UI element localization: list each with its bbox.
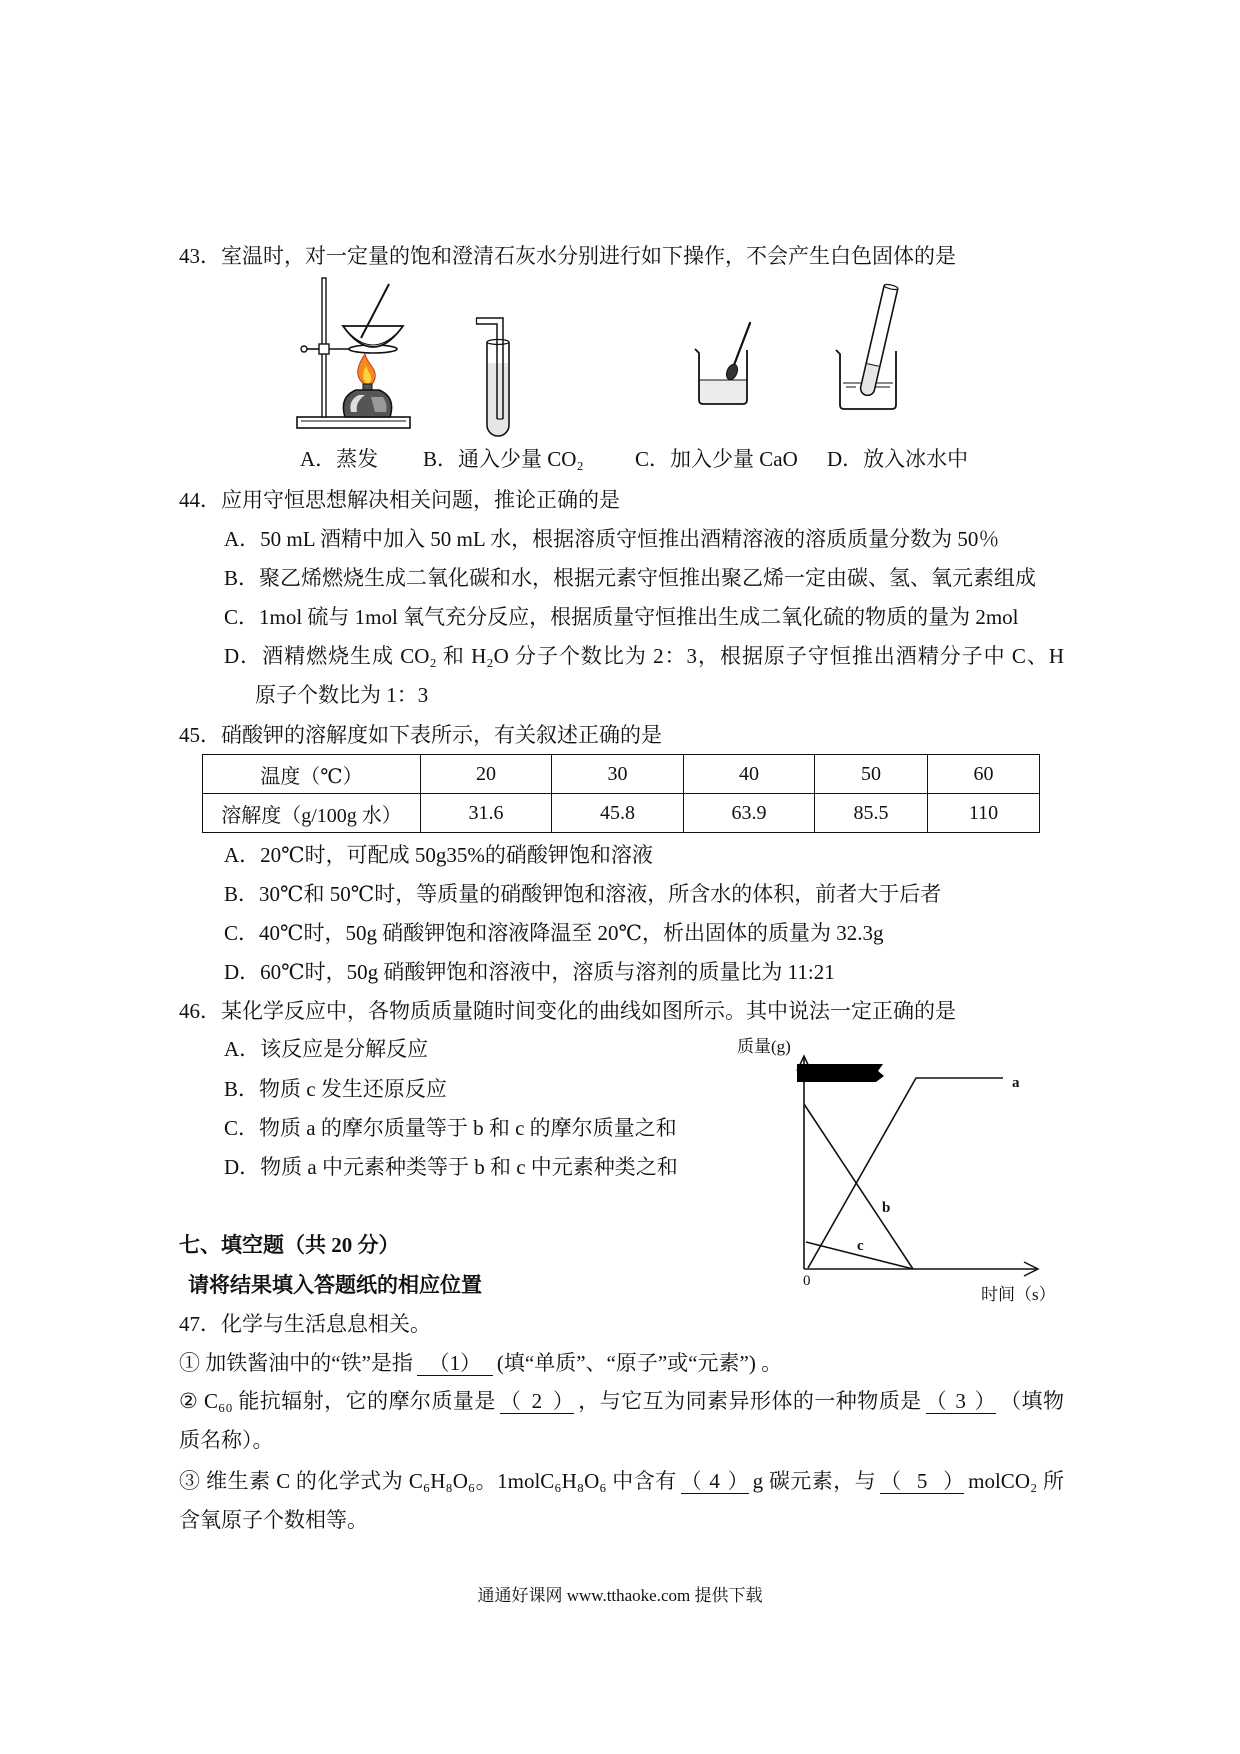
table-cell: 60	[928, 755, 1040, 794]
q43-option-a: A．蒸发	[300, 447, 379, 471]
q44-option-a: A．50 mL 酒精中加入 50 mL 水，根据溶质守恒推出酒精溶液的溶质质量分数为 50％	[224, 527, 1000, 551]
table-row	[203, 794, 1040, 833]
curve-a	[808, 1078, 1003, 1268]
table-row-header-solubility: 溶解度（g/100g 水）	[203, 794, 421, 833]
y-axis-label: 质量(g)	[737, 1037, 791, 1056]
table-cell: 63.9	[684, 794, 815, 833]
q45-stem: 45．硝酸钾的溶解度如下表所示，有关叙述正确的是	[179, 723, 662, 747]
q43-option-c: C．加入少量 CaO	[635, 447, 798, 471]
q47-item-2-hint: （填物	[999, 1389, 1064, 1413]
table-cell: 30	[552, 755, 684, 794]
curve-b-label: b	[882, 1200, 891, 1216]
q43-stem: 43．室温时，对一定量的饱和澄清石灰水分别进行如下操作，不会产生白色固体的是	[179, 244, 956, 268]
q44-option-d-continued: 原子个数比为 1：3	[255, 683, 429, 707]
answer-blank-4: （4）	[680, 1469, 749, 1493]
q47-item-3	[179, 1467, 1064, 1495]
q47-item-3-continued: 含氧原子个数相等。	[179, 1508, 368, 1532]
q44-option-d: D．酒精燃烧生成 CO₂ 和 H₂O 分子个数比为 2：3，根据原子守恒推出酒精分子中 C、H	[224, 644, 1064, 668]
redaction-bar	[797, 1064, 884, 1082]
q47-item-1-text: ① 加铁酱油中的“铁”是指	[179, 1351, 413, 1375]
section-instruction: 请将结果填入答题纸的相应位置	[188, 1273, 482, 1297]
table-cell: 50	[815, 755, 928, 794]
page-footer: 通通好课网 www.tthaoke.com 提供下载	[477, 1586, 763, 1605]
beaker-test-tube-icon	[834, 285, 910, 413]
section-title: 七、填空题（共 20 分）	[179, 1233, 400, 1257]
q46-option-a: A．该反应是分解反应	[224, 1037, 429, 1061]
q47-stem: 47．化学与生活息息相关。	[179, 1312, 431, 1336]
q46-stem: 46．某化学反应中，各物质质量随时间变化的曲线如图所示。其中说法一定正确的是	[179, 999, 956, 1023]
table-row	[203, 755, 1040, 794]
q47-item-3-middle: g 碳元素，与	[752, 1469, 877, 1493]
q45-option-b: B．30℃和 50℃时，等质量的硝酸钾饱和溶液，所含水的体积，前者大于后者	[224, 882, 942, 906]
q43-option-d: D．放入冰水中	[827, 447, 969, 471]
q47-item-2-middle: ，与它互为同素异形体的一种物质是	[577, 1389, 922, 1413]
q44-option-b: B．聚乙烯燃烧生成二氧化碳和水，根据元素守恒推出聚乙烯一定由碳、氢、氧元素组成	[224, 566, 1037, 590]
table-cell: 40	[684, 755, 815, 794]
q43-option-b: B．通入少量 CO₂	[423, 447, 584, 471]
table-cell: 20	[421, 755, 552, 794]
q47-item-2-text: ② C₆₀ 能抗辐射，它的摩尔质量是	[179, 1389, 496, 1413]
answer-blank-1: （1）	[417, 1351, 493, 1376]
q47-item-3-text: ③ 维生素 C 的化学式为 C₆H₈O₆。1molC₆H₈O₆ 中含有	[179, 1469, 677, 1493]
q44-option-c: C．1mol 硫与 1mol 氧气充分反应，根据质量守恒推出生成二氧化硫的物质的量为 2mol	[224, 605, 1019, 629]
answer-blank-3: （3）	[925, 1389, 996, 1413]
beaker-spoon-icon	[693, 320, 755, 408]
q47-item-1-hint: (填“单质”、“原子”或“元素”) 。	[496, 1351, 783, 1375]
q47-item-2	[179, 1387, 1064, 1415]
x-axis-label: 时间（s）	[981, 1285, 1056, 1304]
q46-option-d: D．物质 a 中元素种类等于 b 和 c 中元素种类之和	[224, 1155, 678, 1179]
q46-option-c: C．物质 a 的摩尔质量等于 b 和 c 的摩尔质量之和	[224, 1116, 677, 1140]
solubility-table	[202, 754, 1040, 833]
table-cell: 85.5	[815, 794, 928, 833]
q44-stem: 44．应用守恒思想解决相关问题，推论正确的是	[179, 488, 620, 512]
q45-option-d: D．60℃时，50g 硝酸钾饱和溶液中，溶质与溶剂的质量比为 11:21	[224, 960, 835, 984]
q45-option-a: A．20℃时，可配成 50g35%的硝酸钾饱和溶液	[224, 843, 653, 867]
table-row-header-temperature: 温度（℃）	[203, 755, 421, 794]
evaporation-apparatus-icon	[293, 276, 415, 436]
answer-blank-2: （2）	[499, 1389, 574, 1413]
q47-item-3-tail: molCO₂ 所	[968, 1469, 1065, 1493]
q47-item-2-continued: 质名称）。	[179, 1428, 274, 1452]
origin-label: 0	[803, 1273, 811, 1289]
curve-c-label: c	[857, 1238, 864, 1254]
table-cell: 31.6	[421, 794, 552, 833]
q45-option-c: C．40℃时，50g 硝酸钾饱和溶液降温至 20℃，析出固体的质量为 32.3g	[224, 921, 884, 945]
q47-item-1	[179, 1349, 782, 1377]
table-cell: 110	[928, 794, 1040, 833]
answer-blank-5: （5）	[880, 1469, 965, 1493]
table-cell: 45.8	[552, 794, 684, 833]
mass-time-graph	[730, 1030, 1056, 1310]
test-tube-gas-inlet-icon	[476, 315, 524, 440]
curve-a-label: a	[1012, 1075, 1020, 1091]
q46-option-b: B．物质 c 发生还原反应	[224, 1077, 447, 1101]
